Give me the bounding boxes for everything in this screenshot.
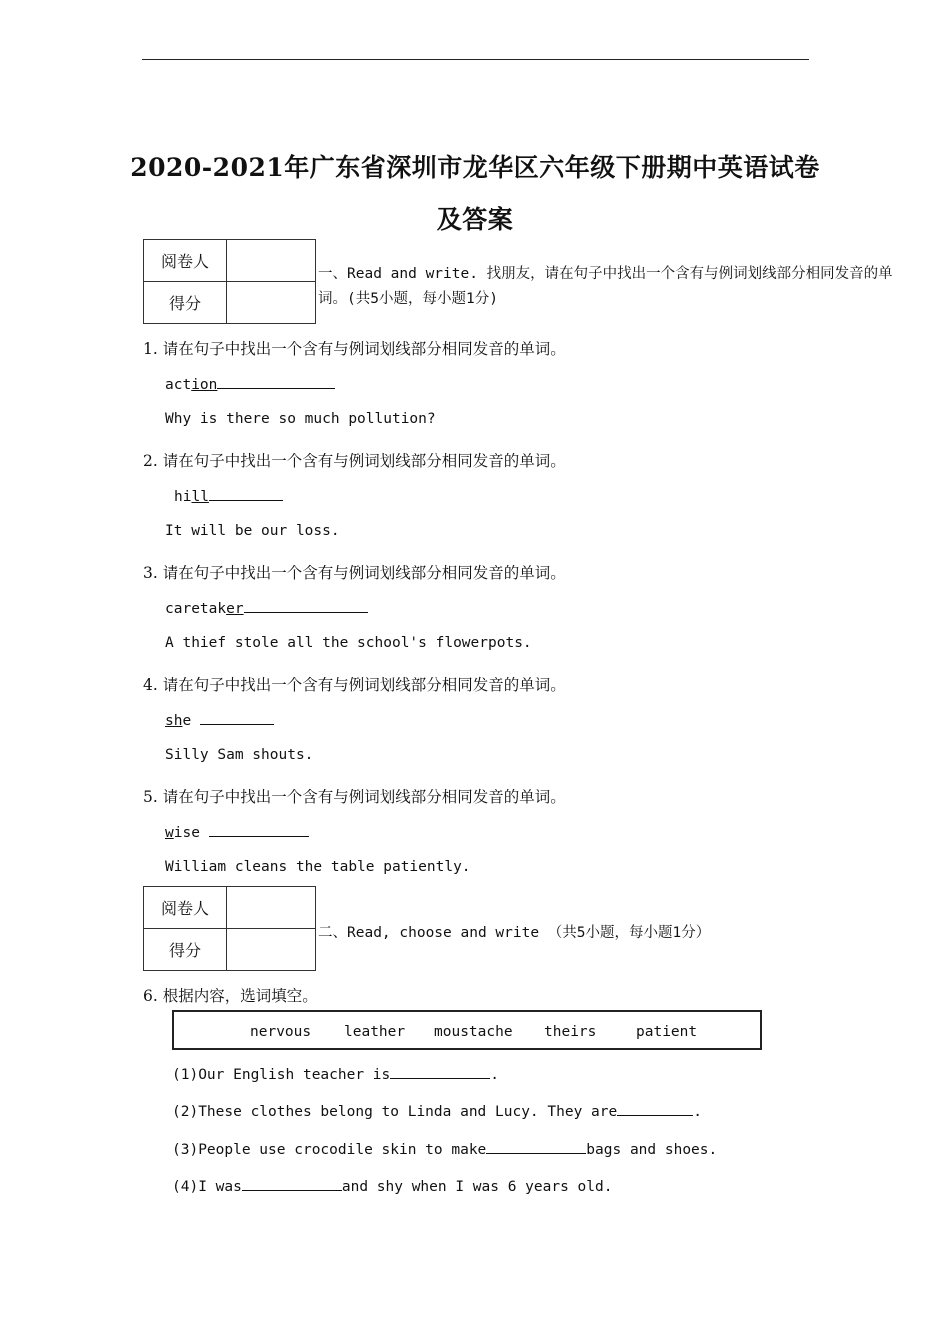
question-6-prompt xyxy=(143,984,318,1006)
word-bank-item: theirs xyxy=(544,1024,597,1040)
example-word-start: hi xyxy=(174,489,192,505)
question-number: 2. xyxy=(143,452,158,470)
answer-blank[interactable] xyxy=(617,1101,693,1116)
example-word-underlined: ion xyxy=(191,377,218,393)
item-text: Our English teacher is xyxy=(198,1067,391,1083)
question-3-prompt xyxy=(143,561,566,583)
item-label: (2) xyxy=(172,1104,199,1120)
question-text: 请在句子中找出一个含有与例词划线部分相同发音的单词。 xyxy=(162,788,566,806)
word-bank xyxy=(172,1010,762,1050)
item-text-end: bags and shoes. xyxy=(586,1142,718,1158)
question-text: 请在句子中找出一个含有与例词划线部分相同发音的单词。 xyxy=(162,676,566,694)
score-label: 得分 xyxy=(144,282,227,324)
question-2-prompt xyxy=(143,449,566,471)
header-rule xyxy=(142,59,809,60)
item-text: I was xyxy=(198,1179,242,1195)
question-1-example-word xyxy=(165,374,335,393)
q6-item-1 xyxy=(172,1064,499,1083)
item-label: (1) xyxy=(172,1067,199,1083)
score-table-1 xyxy=(143,239,316,324)
question-text: 根据内容，选词填空。 xyxy=(162,987,318,1005)
word-bank-item: nervous xyxy=(250,1024,312,1040)
q6-item-3 xyxy=(172,1139,717,1158)
score-table-2 xyxy=(143,886,316,971)
question-number: 5. xyxy=(143,788,158,806)
answer-blank[interactable] xyxy=(242,1176,342,1191)
word-bank-item: leather xyxy=(344,1024,406,1040)
example-word-underlined: w xyxy=(165,825,174,841)
q6-item-4 xyxy=(172,1176,612,1195)
item-text: These clothes belong to Linda and Lucy. They are xyxy=(198,1104,618,1120)
example-word-start: act xyxy=(165,377,192,393)
question-4-prompt xyxy=(143,673,566,695)
answer-blank[interactable] xyxy=(200,710,274,725)
example-word-start: caretak xyxy=(165,601,227,617)
score-label: 得分 xyxy=(144,929,227,971)
question-number: 4. xyxy=(143,676,158,694)
question-4-sentence: Silly Sam shouts. xyxy=(165,747,314,763)
example-word-underlined: sh xyxy=(165,713,183,729)
example-word-end: ise xyxy=(173,825,200,841)
question-text: 请在句子中找出一个含有与例词划线部分相同发音的单词。 xyxy=(162,564,566,582)
example-word-underlined: ll xyxy=(191,489,209,505)
question-4-example-word xyxy=(165,710,274,729)
question-1-sentence: Why is there so much pollution? xyxy=(165,411,436,427)
answer-blank[interactable] xyxy=(209,486,283,501)
section2-heading: 二、Read, choose and write （共5小题，每小题1分） xyxy=(318,925,711,941)
item-text-end: and shy when I was 6 years old. xyxy=(341,1179,613,1195)
question-5-example-word xyxy=(165,822,309,841)
section1-heading-continued: 词。(共5小题，每小题1分) xyxy=(318,291,498,307)
word-bank-item: moustache xyxy=(434,1024,513,1040)
section1-heading: 一、Read and write. 找朋友，请在句子中找出一个含有与例词划线部分相同发音的单 xyxy=(318,266,893,282)
reviewer-cell xyxy=(227,887,316,929)
question-text: 请在句子中找出一个含有与例词划线部分相同发音的单词。 xyxy=(162,340,566,358)
score-cell xyxy=(227,929,316,971)
q6-item-2 xyxy=(172,1101,702,1120)
question-5-sentence: William cleans the table patiently. xyxy=(165,859,471,875)
item-label: (4) xyxy=(172,1179,199,1195)
question-2-sentence: It will be our loss. xyxy=(165,523,340,539)
answer-blank[interactable] xyxy=(486,1139,586,1154)
page-title-continued: 及答案 xyxy=(436,205,514,234)
question-3-sentence: A thief stole all the school's flowerpots. xyxy=(165,635,532,651)
question-number: 1. xyxy=(143,340,158,358)
item-text: People use crocodile skin to make xyxy=(198,1142,487,1158)
question-number: 6. xyxy=(143,987,158,1005)
word-bank-item: patient xyxy=(636,1024,698,1040)
question-number: 3. xyxy=(143,564,158,582)
item-text-end: . xyxy=(693,1104,702,1120)
question-1-prompt xyxy=(143,337,566,359)
answer-blank[interactable] xyxy=(244,598,368,613)
question-2-example-word xyxy=(174,486,283,505)
example-word-underlined: er xyxy=(226,601,244,617)
answer-blank[interactable] xyxy=(209,822,309,837)
reviewer-cell xyxy=(227,240,316,282)
item-text-end: . xyxy=(490,1067,499,1083)
example-word-end: e xyxy=(182,713,192,729)
question-3-example-word xyxy=(165,598,368,617)
reviewer-label: 阅卷人 xyxy=(144,240,227,282)
score-cell xyxy=(227,282,316,324)
page-title: 2020-2021年广东省深圳市龙华区六年级下册期中英语试卷 xyxy=(130,153,820,182)
answer-blank[interactable] xyxy=(217,374,335,389)
answer-blank[interactable] xyxy=(390,1064,490,1079)
question-5-prompt xyxy=(143,785,566,807)
item-label: (3) xyxy=(172,1142,199,1158)
question-text: 请在句子中找出一个含有与例词划线部分相同发音的单词。 xyxy=(162,452,566,470)
reviewer-label: 阅卷人 xyxy=(144,887,227,929)
